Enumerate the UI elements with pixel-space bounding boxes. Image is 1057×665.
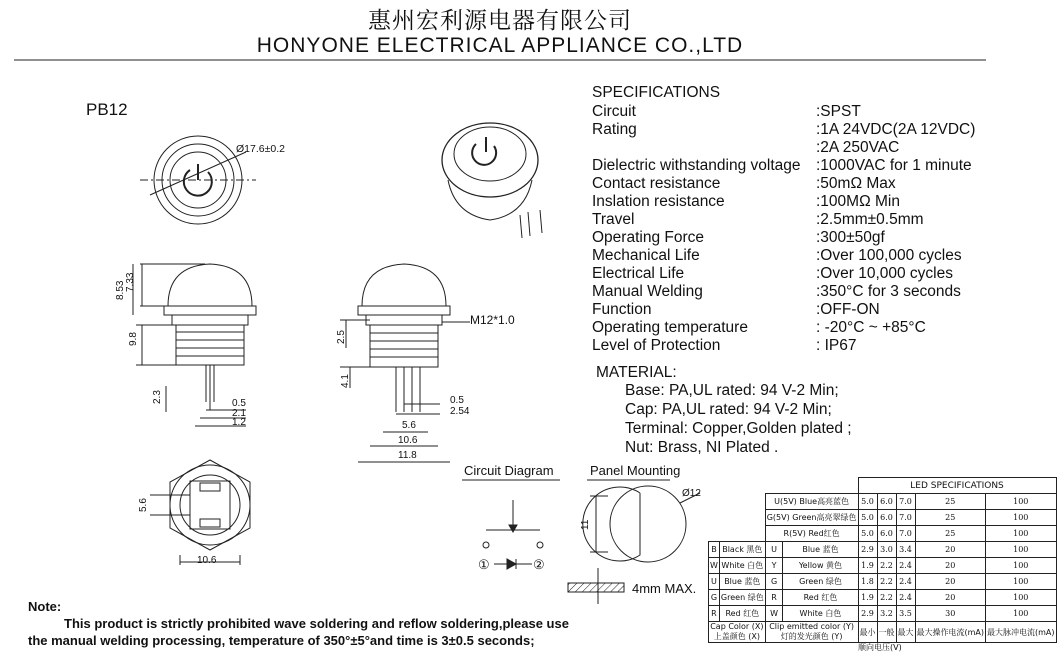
led-value: 5.0 <box>858 526 877 542</box>
led-spec-table <box>708 477 1057 643</box>
led-color <box>783 590 858 606</box>
led-value: 6.0 <box>877 510 896 526</box>
cap-value: 3.0 <box>877 542 896 558</box>
cap-value: 2.2 <box>877 558 896 574</box>
thread-label: M12*1.0 <box>470 313 515 327</box>
led-value: 25 <box>915 510 986 526</box>
cap-value: 1.9 <box>858 558 877 574</box>
led-code: U <box>774 497 780 506</box>
cap-color: Red <box>725 609 741 618</box>
spec-row <box>592 139 899 157</box>
bottom-view <box>150 460 250 565</box>
spec-label: Manual Welding <box>592 283 703 300</box>
led-color: Yellow <box>798 561 824 570</box>
spec-row <box>592 247 962 265</box>
cap-color: Blue <box>724 577 742 586</box>
spec-value: :100MΩ Min <box>816 193 900 210</box>
perspective-view <box>442 123 542 238</box>
led-code: W <box>765 606 783 622</box>
dim-11-8: 11.8 <box>398 450 417 461</box>
spec-row <box>592 211 924 229</box>
spec-value: : IP67 <box>816 337 857 354</box>
led-value: 6.0 <box>877 494 896 510</box>
led-color: Red <box>803 593 819 602</box>
led-volt: (5V) <box>789 529 806 538</box>
typ-header: 一般 <box>877 622 896 643</box>
cap-cn: 绿色 <box>747 593 764 602</box>
led-cn: 白色 <box>825 609 842 618</box>
cap-color <box>719 590 765 606</box>
led-color-cell <box>765 526 858 542</box>
led-color <box>783 606 858 622</box>
panel-hole-label: Ø12 <box>682 488 701 499</box>
cap-value: 2.4 <box>896 558 915 574</box>
cap-color <box>719 542 765 558</box>
dim-9-8: 9.8 <box>128 332 139 346</box>
led-code: R <box>765 590 783 606</box>
led-color: Blue <box>799 497 818 506</box>
dim-4-1: 4.1 <box>340 374 351 388</box>
max-pulse-header: 最大脉冲电流(mA) <box>986 622 1057 643</box>
led-value: 100 <box>986 494 1057 510</box>
side-view-right <box>340 264 470 462</box>
led-cn: 红色 <box>821 593 838 602</box>
model-number: PB12 <box>86 100 128 119</box>
circuit-diagram <box>462 480 560 569</box>
led-code: R <box>783 529 790 538</box>
material-line: Nut: Brass, NI Plated . <box>625 439 779 456</box>
spec-label: Travel <box>592 211 635 228</box>
spec-row <box>592 319 926 337</box>
company-name-cn: 惠州宏利源电器有限公司 <box>368 8 632 34</box>
cap-cn: 蓝色 <box>744 577 761 586</box>
cap-value: 1.8 <box>858 574 877 590</box>
dim-0-5-left: 0.5 <box>232 398 246 409</box>
dim-10-6-side: 10.6 <box>398 435 418 446</box>
cap-code: B <box>709 542 720 558</box>
led-cn: 高亮翠绿色 <box>816 513 857 522</box>
cap-code: R <box>709 606 720 622</box>
panel-height-label: 11 <box>580 519 591 530</box>
cap-value: 100 <box>986 590 1057 606</box>
material-line: Terminal: Copper,Golden plated ; <box>625 420 852 437</box>
cap-value: 100 <box>986 542 1057 558</box>
cap-value: 2.2 <box>877 590 896 606</box>
spec-value: : -20°C ~ +85°C <box>816 319 926 336</box>
max-header: 最大 <box>896 622 915 643</box>
cap-value: 20 <box>915 590 986 606</box>
cap-value: 100 <box>986 558 1057 574</box>
cap-value: 20 <box>915 542 986 558</box>
specifications-heading: SPECIFICATIONS <box>592 84 721 101</box>
diameter-label: Ø17.6±0.2 <box>236 143 285 155</box>
cap-code: G <box>709 590 720 606</box>
led-table-title: LED SPECIFICATIONS <box>858 478 1056 494</box>
led-volt: (5V) <box>772 513 790 522</box>
dim-10-6-bottom: 10.6 <box>197 555 217 566</box>
led-value: 25 <box>915 494 986 510</box>
dim-1-2: 1.2 <box>232 417 246 428</box>
led-value: 6.0 <box>877 526 896 542</box>
panel-mounting-label: Panel Mounting <box>590 463 681 478</box>
led-color: White <box>799 609 823 618</box>
spec-label: Level of Protection <box>592 337 721 354</box>
spec-row <box>592 175 896 193</box>
spec-value: :300±50gf <box>816 229 885 246</box>
led-cn: 红色 <box>823 529 840 538</box>
led-row <box>709 494 1057 510</box>
max-current-header: 最大操作电流(mA) <box>915 622 986 643</box>
spec-row <box>592 103 861 121</box>
led-row <box>709 510 1057 526</box>
cap-cn: 白色 <box>747 561 764 570</box>
led-value: 100 <box>986 526 1057 542</box>
cap-row <box>709 558 1057 574</box>
cap-value: 30 <box>915 606 986 622</box>
cap-value: 3.5 <box>896 606 915 622</box>
cap-color-header: Cap Color (X) 上盖颜色 (X) <box>710 622 764 641</box>
note-heading: Note: <box>28 599 62 614</box>
cap-value: 2.4 <box>896 590 915 606</box>
led-row <box>709 526 1057 542</box>
dim-5-6-side: 5.6 <box>402 420 416 431</box>
dim-8-53: 8.53 <box>115 280 126 300</box>
spec-value: :1A 24VDC(2A 12VDC) <box>816 121 976 138</box>
cap-row <box>709 606 1057 622</box>
spec-value: :OFF-ON <box>816 301 880 318</box>
cap-value: 2.2 <box>877 574 896 590</box>
led-code: Y <box>765 558 783 574</box>
note-line-1: This product is strictly prohibited wave soldering and reflow soldering,please use <box>64 616 569 631</box>
led-cn: 黄色 <box>826 561 843 570</box>
spec-value: :2A 250VAC <box>816 139 900 156</box>
cap-value: 1.9 <box>858 590 877 606</box>
led-code: G <box>765 574 783 590</box>
min-header: 最小 <box>858 622 877 643</box>
led-code: U <box>765 542 783 558</box>
cap-color: White <box>721 561 745 570</box>
led-value: 100 <box>986 510 1057 526</box>
spec-value: :2.5mm±0.5mm <box>816 211 924 228</box>
spec-value: :1000VAC for 1 minute <box>816 157 972 174</box>
cap-value: 2.9 <box>858 606 877 622</box>
led-color-cell <box>765 510 858 526</box>
led-color: Green <box>799 577 824 586</box>
cap-cn: 红色 <box>743 609 760 618</box>
cap-value: 3.2 <box>877 606 896 622</box>
material-heading: MATERIAL: <box>596 364 677 381</box>
spec-value: :Over 100,000 cycles <box>816 247 962 264</box>
cap-row <box>709 590 1057 606</box>
cap-color: Black <box>722 545 744 554</box>
material-line: Cap: PA,UL rated: 94 V-2 Min; <box>625 401 832 418</box>
led-cn: 绿色 <box>825 577 842 586</box>
material-line: Base: PA,UL rated: 94 V-2 Min; <box>625 382 839 399</box>
led-cn: 蓝色 <box>822 545 839 554</box>
cap-row <box>709 574 1057 590</box>
led-value: 7.0 <box>896 494 915 510</box>
cap-value: 20 <box>915 558 986 574</box>
led-volt: (5V) <box>780 497 797 506</box>
cap-code: U <box>709 574 720 590</box>
spec-row <box>592 193 900 211</box>
dim-2-3: 2.3 <box>152 390 163 404</box>
led-value: 7.0 <box>896 526 915 542</box>
dim-0-5-right: 0.5 <box>450 395 464 406</box>
cap-value: 3.4 <box>896 542 915 558</box>
panel-thickness-label: 4mm MAX. <box>632 581 697 596</box>
cap-color: Green <box>720 593 746 602</box>
spec-row <box>592 229 885 247</box>
circuit-diagram-label: Circuit Diagram <box>464 463 554 478</box>
cap-value: 100 <box>986 574 1057 590</box>
led-color-cell <box>765 494 858 510</box>
spec-row <box>592 265 953 283</box>
spec-row <box>592 157 972 175</box>
led-cn: 高亮蓝色 <box>817 497 850 506</box>
spec-label: Electrical Life <box>592 265 685 282</box>
led-color <box>783 558 858 574</box>
spec-row <box>592 283 961 301</box>
spec-row <box>592 301 880 319</box>
dim-7-33: 7.33 <box>125 272 136 292</box>
spec-label: Contact resistance <box>592 175 721 192</box>
cap-color <box>719 558 765 574</box>
led-value: 5.0 <box>858 494 877 510</box>
spec-label: Inslation resistance <box>592 193 725 210</box>
spec-label: Rating <box>592 121 637 138</box>
spec-label: Operating Force <box>592 229 704 246</box>
spec-value: :SPST <box>816 103 861 120</box>
spec-value: :Over 10,000 cycles <box>816 265 953 282</box>
clip-color-header: Clip emitted color (Y) 灯的发光颜色 (Y) <box>765 622 858 643</box>
led-color: Green <box>792 513 817 522</box>
led-color: Red <box>808 529 824 538</box>
spec-value: :50mΩ Max <box>816 175 896 192</box>
spec-label: Mechanical Life <box>592 247 700 264</box>
dim-2-5: 2.5 <box>336 330 347 344</box>
dim-5-6-bottom: 5.6 <box>138 498 149 512</box>
forward-voltage-header: 顺向电压(V) <box>858 643 902 652</box>
cap-value: 2.9 <box>858 542 877 558</box>
spec-label: Operating temperature <box>592 319 748 336</box>
dim-2-1: 2.1 <box>232 408 246 419</box>
cap-value: 2.4 <box>896 574 915 590</box>
led-color <box>783 542 858 558</box>
cap-value: 20 <box>915 574 986 590</box>
spec-value: :350°C for 3 seconds <box>816 283 961 300</box>
spec-row <box>592 121 975 139</box>
cap-color <box>719 606 765 622</box>
pin1-label: ① <box>478 557 490 572</box>
dim-2-54: 2.54 <box>450 406 470 417</box>
note-line-2: the manual welding processing, temperature of 350°±5°and time is 3±0.5 seconds; <box>28 633 535 648</box>
company-name-en: HONYONE ELECTRICAL APPLIANCE CO.,LTD <box>256 34 744 57</box>
spec-row <box>592 337 857 355</box>
spec-label: Circuit <box>592 103 636 120</box>
led-value: 5.0 <box>858 510 877 526</box>
spec-label: Function <box>592 301 652 318</box>
cap-color <box>719 574 765 590</box>
spec-label: Dielectric withstanding voltage <box>592 157 801 174</box>
led-code: G <box>766 513 773 522</box>
cap-value: 100 <box>986 606 1057 622</box>
cap-row <box>709 542 1057 558</box>
cap-code: W <box>709 558 720 574</box>
led-value: 7.0 <box>896 510 915 526</box>
pin2-label: ② <box>533 557 545 572</box>
led-value: 25 <box>915 526 986 542</box>
led-color <box>783 574 858 590</box>
led-color: Blue <box>802 545 821 554</box>
cap-cn: 黑色 <box>746 545 763 554</box>
